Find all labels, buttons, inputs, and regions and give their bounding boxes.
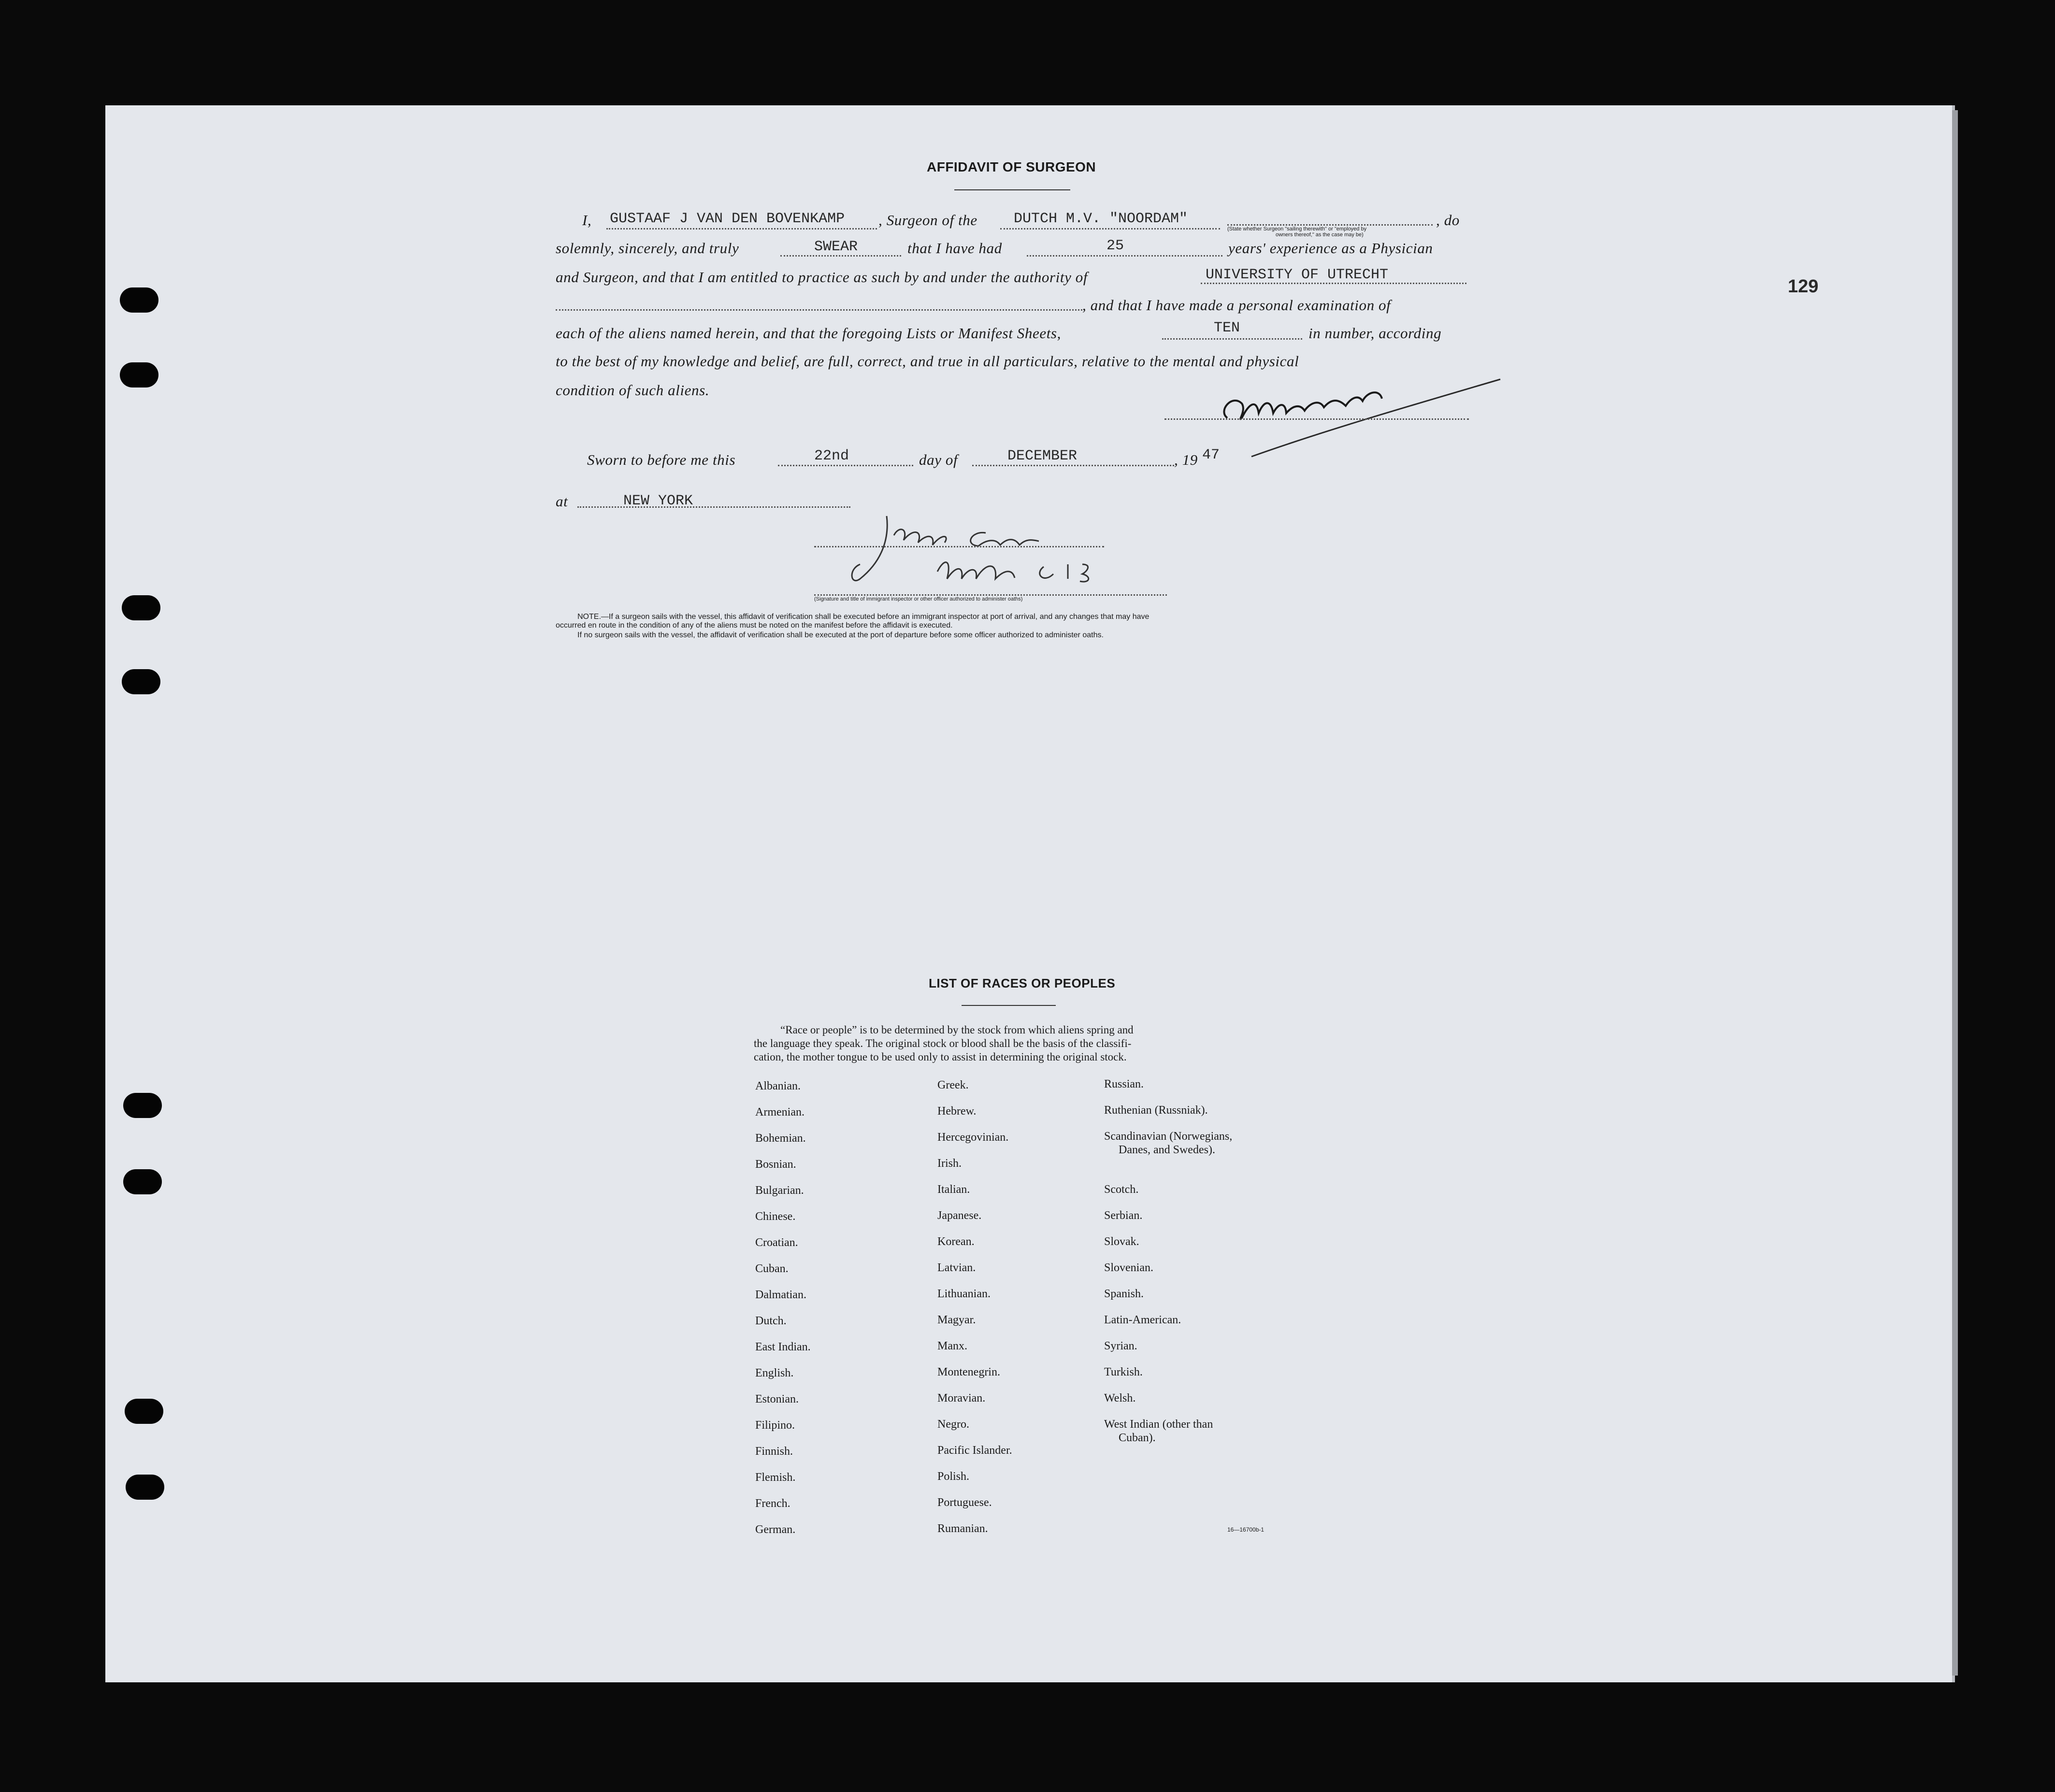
years-experience: 25 <box>1107 238 1124 254</box>
surgeon-name: GUSTAAF J VAN DEN BOVENKAMP <box>610 211 845 227</box>
line4-text1: , and that I have made a personal examination of <box>1082 297 1391 314</box>
race-item: Moravian. <box>937 1392 986 1405</box>
sworn-day: 22nd <box>814 448 849 464</box>
sworn-year: 47 <box>1202 447 1220 463</box>
binder-hole <box>125 1399 163 1424</box>
note-line-3: If no surgeon sails with the vessel, the affidavit of verification shall be executed at the port of departure before some officer authorized to administer oaths. <box>577 631 1104 639</box>
authority-field-line <box>1201 283 1466 284</box>
small-note-2: owners thereof," as the case may be) <box>1276 232 1364 238</box>
line5-text2: in number, according <box>1308 325 1442 342</box>
race-item: Slovenian. <box>1104 1262 1153 1274</box>
race-item: Turkish. <box>1104 1366 1143 1378</box>
line1-end: , do <box>1436 212 1460 229</box>
race-item: Croatian. <box>755 1236 798 1249</box>
note-line-1: NOTE.—If a surgeon sails with the vessel, this affidavit of verification shall be executed before an immigrant inspector at port of arrival, and any changes that may have <box>577 613 1150 621</box>
race-item: Magyar. <box>937 1314 976 1326</box>
binder-hole <box>123 1169 162 1194</box>
race-item: Japanese. <box>937 1209 982 1222</box>
race-item: Dalmatian. <box>755 1289 806 1301</box>
race-item: French. <box>755 1497 790 1510</box>
races-intro-1: “Race or people” is to be determined by the stock from which aliens spring and <box>780 1024 1134 1036</box>
line1-prefix: I, <box>582 212 592 229</box>
race-item: English. <box>755 1367 794 1379</box>
note-line-2: occurred en route in the condition of any of the aliens must be noted on the manifest before the affidavit is executed. <box>556 621 953 630</box>
race-item: Serbian. <box>1104 1209 1143 1222</box>
race-item: Bohemian. <box>755 1132 806 1145</box>
race-item: Polish. <box>937 1470 970 1483</box>
race-item: Filipino. <box>755 1419 795 1432</box>
binder-hole <box>126 1475 164 1500</box>
binder-hole <box>120 362 158 387</box>
race-item: Korean. <box>937 1235 975 1248</box>
month-field-line <box>972 465 1174 466</box>
race-item: Hercegovinian. <box>937 1131 1009 1144</box>
count-field-line <box>1162 338 1302 340</box>
race-item: Latin-American. <box>1104 1314 1181 1326</box>
race-item: Chinese. <box>755 1210 796 1223</box>
line1-text1: , Surgeon of the <box>878 212 977 229</box>
race-item: Danes, and Swedes). <box>1119 1144 1215 1156</box>
race-item: Ruthenian (Russniak). <box>1104 1104 1208 1117</box>
race-item: Finnish. <box>755 1445 793 1458</box>
day-field-line <box>778 465 913 466</box>
sworn-text3: , 19 <box>1174 451 1198 468</box>
race-item: Scotch. <box>1104 1183 1139 1196</box>
race-item: Bosnian. <box>755 1158 796 1171</box>
race-item: Slovak. <box>1104 1235 1139 1248</box>
inspector-signature-line <box>814 546 1104 547</box>
race-item: Rumanian. <box>937 1522 988 1535</box>
race-item: Manx. <box>937 1340 967 1352</box>
race-item: Lithuanian. <box>937 1288 991 1300</box>
binder-hole <box>122 595 160 620</box>
race-item: Cuban. <box>755 1262 789 1275</box>
at-label: at <box>556 493 568 510</box>
race-item: Russian. <box>1104 1078 1144 1090</box>
races-title-rule <box>962 1005 1056 1006</box>
races-title: LIST OF RACES OR PEOPLES <box>929 976 1116 990</box>
line2-text1: solemnly, sincerely, and truly <box>556 240 739 257</box>
ship-name: DUTCH M.V. "NOORDAM" <box>1014 211 1188 227</box>
race-item: German. <box>755 1523 796 1536</box>
line2-text2: that I have had <box>907 240 1002 257</box>
race-item: Estonian. <box>755 1393 799 1405</box>
race-item: Syrian. <box>1104 1340 1137 1352</box>
race-item: East Indian. <box>755 1341 811 1353</box>
surgeon-signature-line <box>1164 418 1469 420</box>
sheet-count: TEN <box>1214 320 1240 336</box>
ship-field-line <box>1000 228 1220 229</box>
years-field-line <box>1027 255 1222 257</box>
line5-text1: each of the aliens named herein, and that the foregoing Lists or Manifest Sheets, <box>556 325 1061 342</box>
small-note-1: (State whether Surgeon "sailing therewith" or "employed by <box>1227 226 1367 232</box>
line6-text1: to the best of my knowledge and belief, are full, correct, and true in all particulars, relative to the mental and physical <box>556 353 1299 370</box>
race-item: Dutch. <box>755 1315 787 1327</box>
inspector-caption: (Signature and title of immigrant inspector or other officer authorized to administer oaths) <box>814 596 1023 602</box>
race-item: Flemish. <box>755 1471 796 1484</box>
surgeon-status-line <box>1227 224 1433 226</box>
authority: UNIVERSITY OF UTRECHT <box>1206 267 1389 283</box>
race-item: Welsh. <box>1104 1392 1136 1405</box>
race-item: Bulgarian. <box>755 1184 804 1197</box>
race-item: Latvian. <box>937 1262 976 1274</box>
line2-text3: years' experience as a Physician <box>1228 240 1433 257</box>
sworn-month: DECEMBER <box>1007 448 1078 464</box>
race-item: Armenian. <box>755 1106 805 1118</box>
inspector-signature <box>841 506 1160 603</box>
oath-type: SWEAR <box>814 239 858 255</box>
binder-hole <box>120 287 158 313</box>
race-item: Cuban). <box>1119 1432 1156 1444</box>
place-field-line <box>577 506 850 508</box>
race-item: Scandinavian (Norwegians, <box>1104 1130 1233 1143</box>
race-item: Irish. <box>937 1157 962 1170</box>
name-field-line <box>606 228 877 229</box>
race-item: Greek. <box>937 1079 969 1091</box>
line7-text1: condition of such aliens. <box>556 382 710 399</box>
race-item: Portuguese. <box>937 1496 992 1509</box>
binder-hole <box>122 669 160 694</box>
race-item: Italian. <box>937 1183 970 1196</box>
line3-text1: and Surgeon, and that I am entitled to practice as such by and under the authority of <box>556 269 1088 286</box>
race-item: Pacific Islander. <box>937 1444 1012 1457</box>
title-rule <box>954 189 1070 190</box>
race-item: Negro. <box>937 1418 969 1431</box>
authority-field-line-2 <box>556 309 1082 311</box>
race-item: Albanian. <box>755 1080 801 1092</box>
page-number: 129 <box>1788 276 1819 297</box>
form-code: 16—16700b-1 <box>1227 1526 1265 1533</box>
races-intro-2: the language they speak. The original stock or blood shall be the basis of the classifi- <box>754 1037 1132 1049</box>
races-intro-3: cation, the mother tongue to be used only to assist in determining the original stock. <box>754 1051 1127 1063</box>
race-item: Spanish. <box>1104 1288 1144 1300</box>
oath-field-line <box>780 255 901 257</box>
race-item: Hebrew. <box>937 1105 977 1118</box>
affidavit-title: AFFIDAVIT OF SURGEON <box>927 159 1096 174</box>
page-edge <box>1952 110 1958 1676</box>
sworn-place: NEW YORK <box>623 493 693 509</box>
sworn-text1: Sworn to before me this <box>587 451 736 468</box>
race-item: West Indian (other than <box>1104 1418 1213 1431</box>
sworn-text2: day of <box>919 451 958 468</box>
binder-hole <box>123 1093 162 1118</box>
race-item: Montenegrin. <box>937 1366 1000 1378</box>
inspector-title-line <box>814 594 1167 596</box>
